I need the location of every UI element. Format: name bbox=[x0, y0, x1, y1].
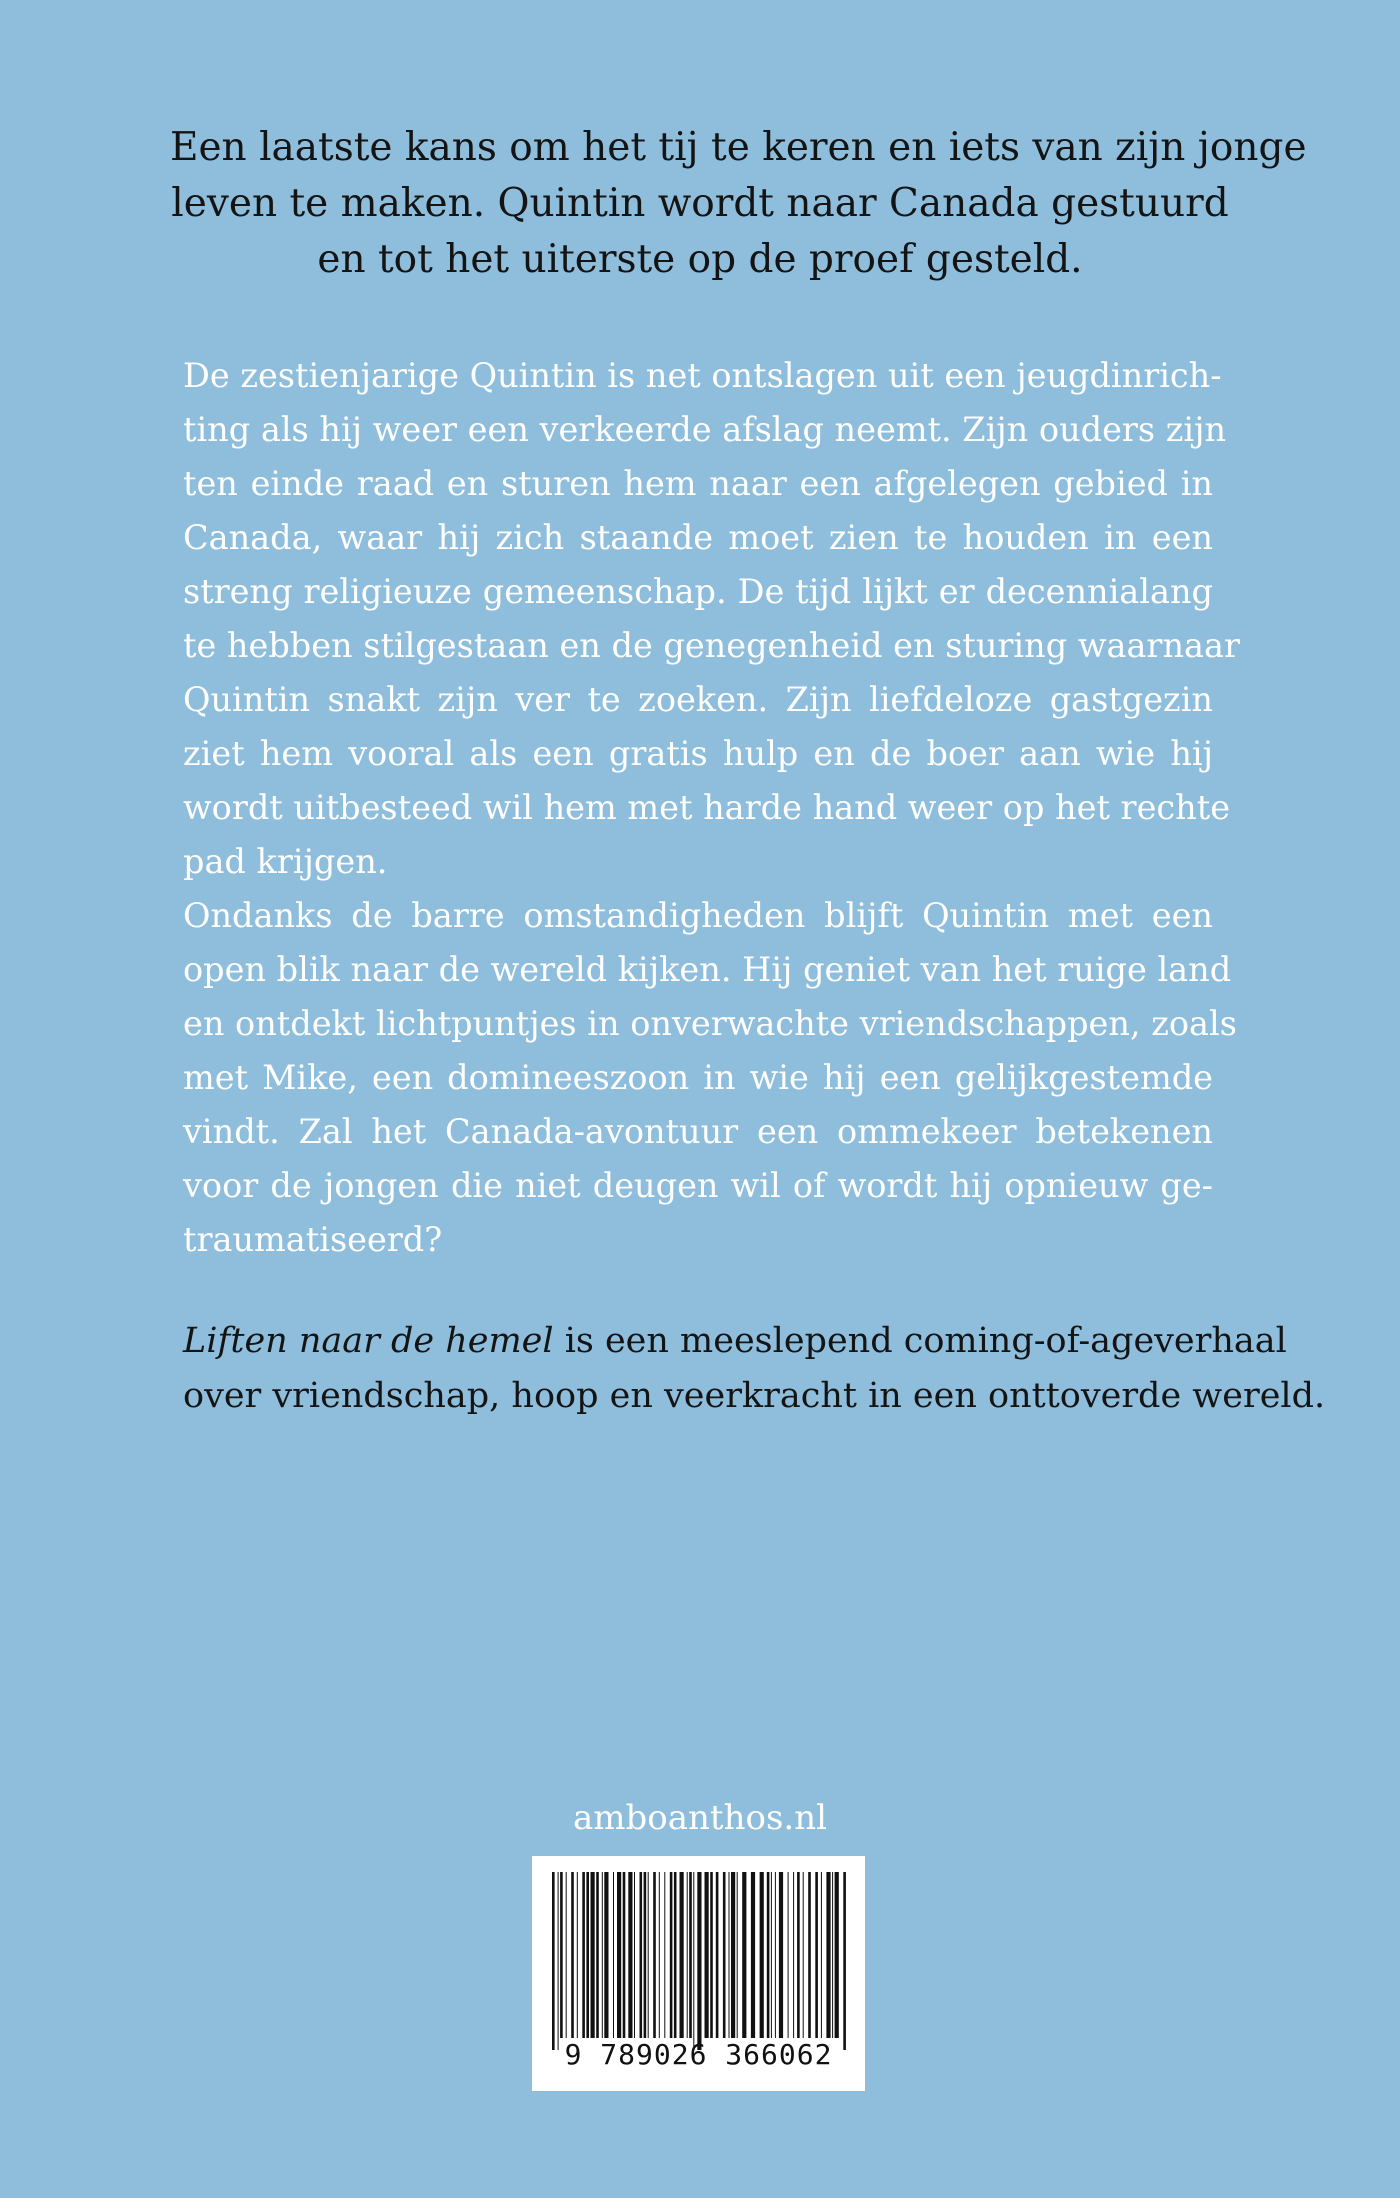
barcode-bar bbox=[767, 1872, 770, 2038]
barcode-bar bbox=[760, 1872, 764, 2038]
blurb-line: ten einde raad en sturen hem naar een afgelegen gebied in bbox=[183, 464, 1213, 503]
blurb-line: Canada, waar hij zich staande moet zien te houden in een bbox=[183, 518, 1213, 557]
barcode-bar bbox=[628, 1872, 632, 2038]
barcode-bar bbox=[731, 1872, 735, 2038]
barcode-bar bbox=[586, 1872, 589, 2038]
blurb-line: streng religieuze gemeenschap. De tijd lijkt er decennialang bbox=[183, 572, 1213, 611]
barcode-bar bbox=[771, 1872, 772, 2038]
barcode-bar bbox=[815, 1872, 818, 2038]
barcode-bar bbox=[582, 1872, 585, 2038]
barcode-bar bbox=[634, 1872, 635, 2038]
blurb-line: en ontdekt lichtpuntjes in onverwachte vriendschappen, zoals bbox=[183, 1004, 1237, 1043]
barcode-bar bbox=[617, 1872, 621, 2038]
barcode-bar bbox=[729, 1872, 730, 2038]
barcode-bar bbox=[697, 1872, 701, 2050]
tagline-line: Een laatste kans om het tij te keren en iets van zijn jonge bbox=[170, 125, 1307, 170]
closing-line: over vriendschap, hoop en veerkracht in een onttoverde wereld. bbox=[183, 1376, 1326, 1416]
blurb-line: Quintin snakt zijn ver te zoeken. Zijn liefdeloze gastgezin bbox=[183, 680, 1213, 719]
barcode-bar bbox=[577, 1872, 578, 2038]
blurb-line: De zestienjarige Quintin is net ontslagen uit een jeugdinrich- bbox=[183, 356, 1222, 395]
blurb-line: te hebben stilgestaan en de genegenheid en sturing waarnaar bbox=[183, 626, 1240, 665]
blurb-line: pad krijgen. bbox=[183, 842, 388, 881]
barcode-bar bbox=[623, 1872, 626, 2038]
closing-statement bbox=[183, 1314, 1326, 1424]
barcode-bar bbox=[689, 1872, 692, 2038]
barcode-bar bbox=[687, 1872, 688, 2038]
barcode-bar bbox=[835, 1872, 839, 2038]
barcode-bar bbox=[803, 1872, 804, 2038]
closing-line-rest: is een meeslepend coming-of-ageverhaal bbox=[553, 1321, 1287, 1361]
barcode-bar bbox=[737, 1872, 738, 2038]
barcode-bar bbox=[566, 1872, 567, 2038]
blurb bbox=[183, 349, 1240, 1267]
barcode-bar bbox=[710, 1872, 713, 2038]
barcode-bar bbox=[716, 1872, 719, 2038]
barcode bbox=[532, 1856, 865, 2091]
publisher-website: amboanthos.nl bbox=[573, 1798, 827, 1838]
barcode-bar bbox=[843, 1872, 846, 2050]
blurb-line: met Mike, een domineeszoon in wie hij een gelijkgestemde bbox=[183, 1058, 1213, 1097]
barcode-bar bbox=[591, 1872, 595, 2038]
barcode-bar bbox=[664, 1872, 665, 2038]
barcode-bar bbox=[648, 1872, 649, 2038]
barcode-bar bbox=[705, 1872, 709, 2038]
isbn-digits: 9 789026 366062 bbox=[564, 2038, 833, 2071]
barcode-bar bbox=[680, 1872, 684, 2038]
barcode-bar bbox=[793, 1872, 794, 2038]
blurb-line: vindt. Zal het Canada-avontuur een ommekeer betekenen bbox=[183, 1112, 1213, 1151]
blurb-line: ziet hem vooral als een gratis hulp en de boer aan wie hij bbox=[183, 734, 1213, 773]
barcode-bar bbox=[604, 1872, 608, 2038]
barcode-bar bbox=[653, 1872, 656, 2038]
barcode-bar bbox=[723, 1872, 726, 2038]
barcode-bar bbox=[751, 1872, 755, 2038]
tagline bbox=[170, 120, 1307, 288]
barcode-bar bbox=[674, 1872, 677, 2038]
blurb-line: wordt uitbesteed wil hem met harde hand weer op het rechte bbox=[183, 788, 1231, 827]
barcode-bar bbox=[808, 1872, 811, 2038]
barcode-bar bbox=[571, 1872, 574, 2038]
barcode-bar bbox=[779, 1872, 783, 2038]
barcode-bar bbox=[552, 1872, 555, 2050]
blurb-line: voor de jongen die niet deugen wil of wordt hij opnieuw ge- bbox=[183, 1166, 1213, 1205]
barcode-bar bbox=[821, 1872, 822, 2038]
barcode-bar bbox=[644, 1872, 647, 2038]
blurb-line: ting als hij weer een verkeerde afslag neemt. Zijn ouders zijn bbox=[183, 410, 1227, 449]
barcode-bar bbox=[742, 1872, 746, 2038]
barcode-bar bbox=[832, 1872, 833, 2038]
barcode-bar bbox=[670, 1872, 673, 2038]
barcode-bar bbox=[613, 1872, 614, 2038]
barcode-bar bbox=[775, 1872, 776, 2038]
barcode-bar bbox=[693, 1872, 694, 2050]
blurb-line: Ondanks de barre omstandigheden blijft Quintin met een bbox=[183, 896, 1213, 935]
barcode-bar bbox=[788, 1872, 789, 2038]
barcode-bar bbox=[659, 1872, 660, 2038]
tagline-line: leven te maken. Quintin wordt naar Canada gestuurd bbox=[171, 181, 1229, 226]
barcode-bar bbox=[797, 1872, 800, 2038]
barcode-bar bbox=[560, 1872, 563, 2038]
barcode-bar bbox=[596, 1872, 599, 2038]
barcode-bar bbox=[558, 1872, 559, 2050]
closing-line bbox=[183, 1314, 1287, 1369]
barcode-bar bbox=[640, 1872, 643, 2038]
blurb-line: traumatiseerd? bbox=[183, 1220, 443, 1259]
book-title: Liften naar de hemel bbox=[183, 1321, 554, 1361]
barcode-bar bbox=[602, 1872, 603, 2038]
barcode-bar bbox=[826, 1872, 830, 2038]
tagline-line: en tot het uiterste op de proef gesteld. bbox=[317, 237, 1083, 282]
blurb-line: open blik naar de wereld kijken. Hij geniet van het ruige land bbox=[183, 950, 1232, 989]
